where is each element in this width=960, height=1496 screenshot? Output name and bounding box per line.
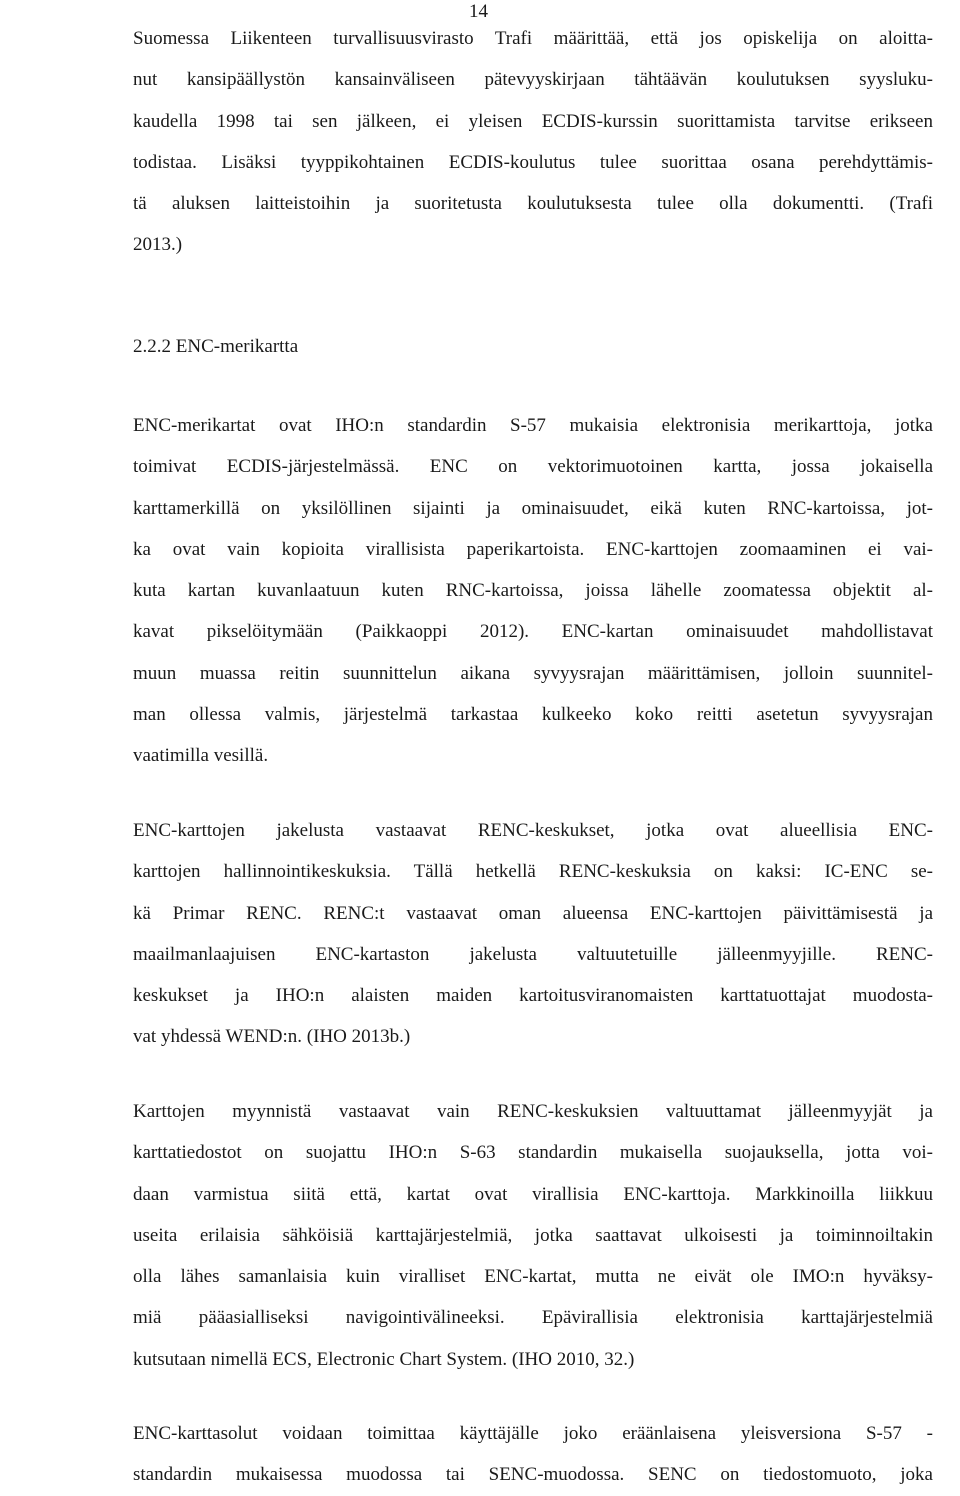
text-line: Karttojen myynnistä vastaavat vain RENC-keskuksien valtuuttamat jälleenmyyjät ja	[133, 1101, 933, 1122]
text-line: tä aluksen laitteistoihin ja suoritetusta koulutuksesta tulee olla dokumentti. (Trafi	[133, 193, 933, 215]
paragraph-enc-merikartat	[133, 405, 933, 777]
text-line: kaudella 1998 tai sen jälkeen, ei yleisen ECDIS-kurssin suorittamista tarvitse erikseen	[133, 110, 933, 132]
text-line: olla lähes samanlaisia kuin viralliset ENC-kartat, mutta ne eivät ole IMO:n hyväksy-	[133, 1266, 933, 1288]
text-line: keskukset ja IHO:n alaisten maiden kartoitusviranomaisten karttatuottajat muodosta-	[133, 985, 933, 1007]
text-line: ENC-karttojen jakelusta vastaavat RENC-keskukset, jotka ovat alueellisia ENC-	[133, 820, 933, 841]
text-line: kutsutaan nimellä ECS, Electronic Chart System. (IHO 2010, 32.)	[133, 1348, 635, 1370]
text-line: kavat pikselöitymään (Paikkaoppi 2012). ENC-kartan ominaisuudet mahdollistavat	[133, 621, 933, 643]
text-line: miä pääasialliseksi navigointivälineeksi. Epävirallisia elektronisia karttajärjestelmiä	[133, 1307, 933, 1329]
paragraph-enc-karttasolut	[133, 1413, 933, 1496]
text-line: ka ovat vain kopioita virallisista paperikartoista. ENC-karttojen zoomaaminen ei vai-	[133, 538, 933, 560]
text-line: karttamerkillä on yksilöllinen sijainti ja ominaisuudet, eikä kuten RNC-kartoissa, jot-	[133, 497, 933, 519]
text-line: muun muassa reitin suunnittelun aikana syvyysrajan määrittämisen, jolloin suunnitel-	[133, 662, 933, 684]
paragraph-trafi-ecdis	[133, 18, 933, 266]
text-line: man ollessa valmis, järjestelmä tarkastaa kulkeeko koko reitti asetetun syvyysrajan	[133, 704, 933, 726]
text-line: nut kansipäällystön kansainväliseen pätevyyskirjaan tähtäävän koulutuksen syysluku-	[133, 69, 933, 91]
paragraph-renc-keskukset	[133, 810, 933, 1058]
text-line: vaatimilla vesillä.	[133, 745, 269, 767]
text-line: kuta kartan kuvanlaatuun kuten RNC-kartoissa, joissa lähelle zoomatessa objektit al-	[133, 580, 933, 602]
page-number: 14	[469, 1, 488, 22]
text-line: useita erilaisia sähköisiä karttajärjestelmiä, jotka saattavat ulkoisesti ja toiminnoiltakin	[133, 1224, 933, 1246]
text-line: toimivat ECDIS-järjestelmässä. ENC on vektorimuotoinen kartta, jossa jokaisella	[133, 456, 933, 478]
text-line: ENC-karttasolut voidaan toimittaa käyttäjälle joko eräänlaisena yleisversiona S-57 -	[133, 1423, 933, 1444]
text-line: standardin mukaisessa muodossa tai SENC-muodossa. SENC on tiedostomuoto, joka	[133, 1464, 933, 1486]
text-line: 2013.)	[133, 234, 183, 256]
text-line: Suomessa Liikenteen turvallisuusvirasto Trafi määrittää, että jos opiskelija on aloitta-	[133, 28, 933, 49]
text-line: karttatiedostot on suojattu IHO:n S-63 standardin mukaisella suojauksella, jotta voi-	[133, 1142, 933, 1164]
text-line: vat yhdessä WEND:n. (IHO 2013b.)	[133, 1026, 411, 1048]
text-line: daan varmistua siitä että, kartat ovat virallisia ENC-karttoja. Markkinoilla liikkuu	[133, 1183, 933, 1205]
text-line: kä Primar RENC. RENC:t vastaavat oman alueensa ENC-karttojen päivittämisestä ja	[133, 902, 933, 924]
text-line: karttojen hallinnointikeskuksia. Tällä hetkellä RENC-keskuksia on kaksi: IC-ENC se-	[133, 861, 933, 883]
paragraph-karttojen-myynti	[133, 1091, 933, 1380]
section-heading: 2.2.2 ENC-merikartta	[133, 336, 299, 357]
text-line: todistaa. Lisäksi tyyppikohtainen ECDIS-koulutus tulee suorittaa osana perehdyttämis-	[133, 151, 933, 173]
text-line: ENC-merikartat ovat IHO:n standardin S-57 mukaisia elektronisia merikarttoja, jotka	[133, 415, 933, 436]
text-line: maailmanlaajuisen ENC-kartaston jakelusta valtuutetuille jälleenmyyjille. RENC-	[133, 943, 933, 965]
